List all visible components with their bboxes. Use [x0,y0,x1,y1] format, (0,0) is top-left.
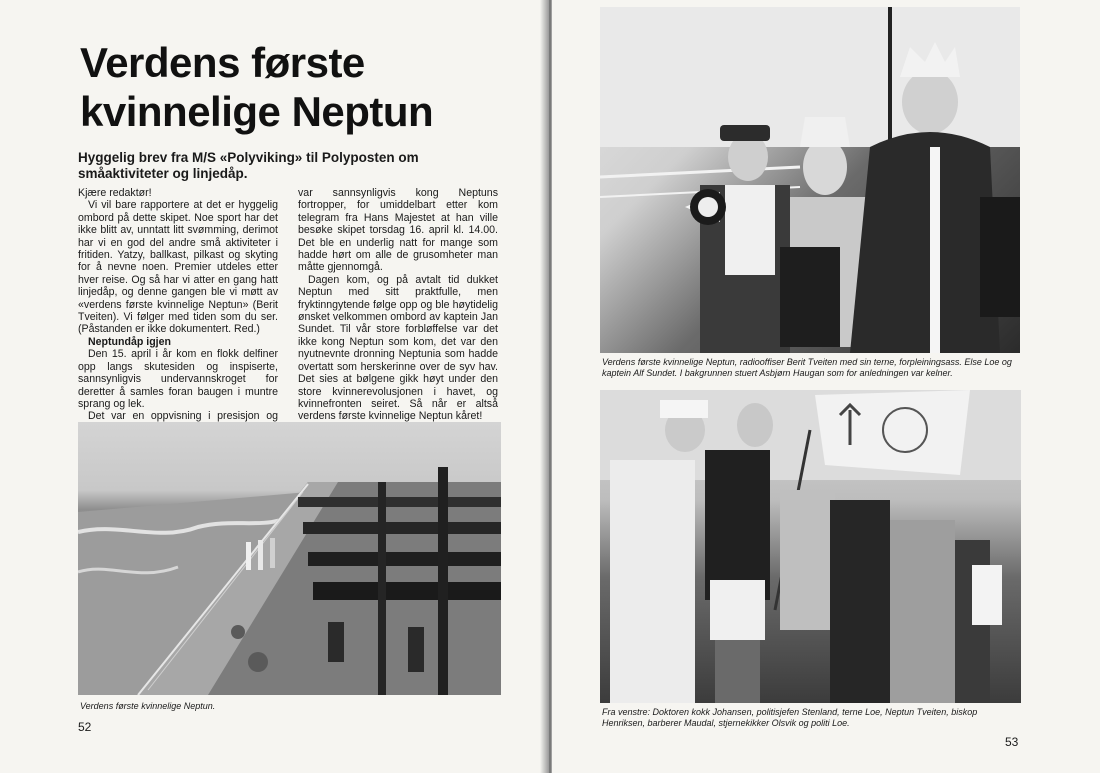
paragraph: var sannsynligvis kong Neptuns fortropper, for umiddelbart etter kom telegram fra Hans Majestet at han ville besøke skipet torsdag 16. april kl. 14.00. Det ble en underlig natt for mange som hadde hørt om alle de grusomheter man måtte gjennomgå. [298,187,498,274]
paragraph: Den 15. april i år kom en flokk delfiner opp langs skutesiden og inspiserte, sannsynligvis undervannskroget for deretter å samles foran baugen i muntre sprang og lek. [78,348,278,410]
ship-photo-caption: Verdens første kvinnelige Neptun. [80,701,216,711]
procession-illustration [600,390,1021,703]
salutation: Kjære redaktør! [78,187,152,199]
page-number-left: 52 [78,720,92,734]
page-number-right: 53 [1005,735,1019,749]
procession-photo-caption: Fra venstre: Doktoren kokk Johansen, politisjefen Stenland, terne Loe, Neptun Tveiten, biskop Henriksen, barberer Maudal, stjernekikker Olsvik og politi Loe. [602,707,978,728]
section-subheading: Neptundåp igjen [88,335,171,348]
neptun-throne-photo [600,7,1020,353]
headline-line-1: Verdens første [80,39,365,86]
procession-photo [600,390,1021,703]
text-column-1 [78,187,278,448]
article-headline [80,38,520,136]
headline-line-2: kvinnelige Neptun [80,88,434,135]
neptun-photo-caption: Verdens første kvinnelige Neptun, radiooffiser Berit Tveiten med sin terne, forpleiningsass. Else Loe og kaptein Alf Sundet. I bakgrunnen stuert Asbjørn Haugan som for anledningen var kelner. [602,357,1012,378]
paragraph: Vi vil bare rapportere at det er hyggelig ombord på dette skipet. Noe sport har det ikke blitt av, unntatt litt svømming, derimot har vi en god del andre små aktiviteter i fritiden. Yatzy, ballkast, pilkast og skyting for å nevne noen. Premier utdeles etter hver reise. Og så har vi atter en gang hatt linjedåp, og denne gangen ble vi møtt av «verdens første kvinnelige Neptun» (Berit Tveiten). Vi følger med tiden som du ser. (Påstanden er ikke dokumentert. Red.) [78,199,278,336]
ship-deck-photo [78,422,501,695]
ship-deck-illustration [78,422,501,695]
paragraph: Det var en oppvisning i presisjon og [88,410,278,423]
text-column-2 [298,187,498,435]
left-page [0,0,548,773]
paragraph: Dagen kom, og på avtalt tid dukket Neptun med sitt praktfulle, men fryktinngytende følge opp og ble høytidelig ønsket velkommen ombord av kaptein Jan Sundet. Til vår store forbløffelse var det ikke kong Neptun som kom, det var den nyutnevnte dronning Neptunia som hadde overtatt som herskerinne over de syv hav. Det sies at bølgene gikk høyt under den store kvinnerevolusjonen i havet, og kvinnefronten seiret. Så når er altså verdens første kvinnelige Neptun kåret! [298,273,498,423]
article-subhead: Hyggelig brev fra M/S «Polyviking» til Polyposten om småaktiviteter og linjedåp. [78,150,419,181]
neptun-illustration [600,7,1020,353]
